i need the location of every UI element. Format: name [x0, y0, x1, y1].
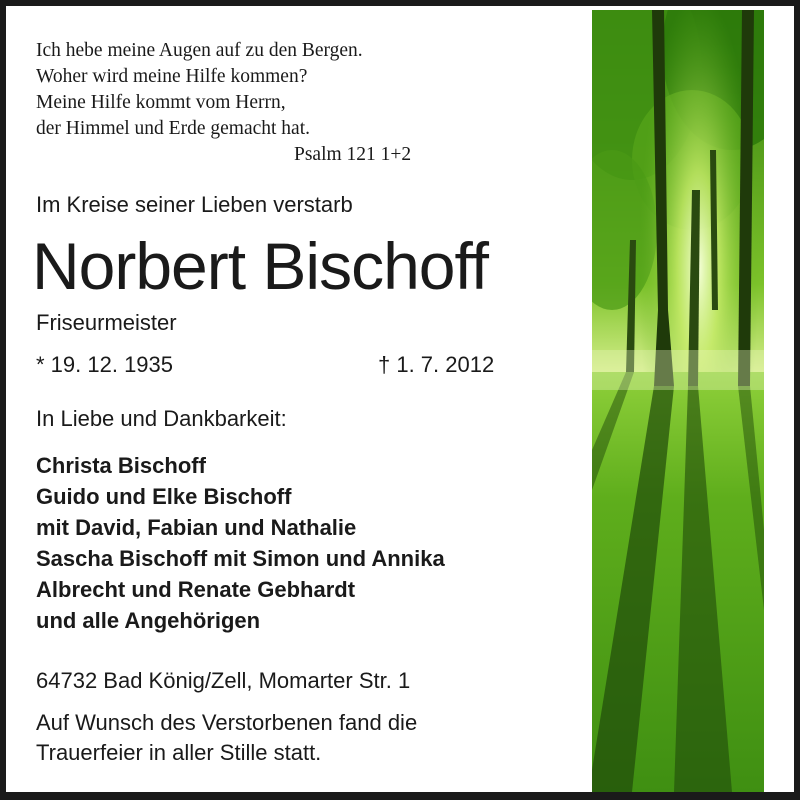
- birth-date: * 19. 12. 1935: [36, 352, 174, 377]
- profession: Friseurmeister: [36, 310, 177, 335]
- thanks-heading: In Liebe und Dankbarkeit:: [36, 406, 287, 431]
- mourners-list: [36, 450, 445, 636]
- mourner-line: und alle Angehörigen: [36, 608, 261, 633]
- mourner-line: Christa Bischoff: [36, 453, 206, 478]
- obituary-card: [6, 6, 794, 792]
- note-line: Auf Wunsch des Verstorbenen fand die: [36, 710, 418, 735]
- funeral-note: [36, 708, 417, 768]
- mourner-line: Sascha Bischoff mit Simon und Annika: [36, 546, 445, 571]
- verse-line: Woher wird meine Hilfe kommen?: [36, 66, 308, 87]
- verse-line: Meine Hilfe kommt vom Herrn,: [36, 92, 286, 113]
- death-date: † 1. 7. 2012: [378, 352, 495, 377]
- mourner-line: mit David, Fabian und Nathalie: [36, 515, 357, 540]
- psalm-verse: [36, 38, 363, 142]
- psalm-reference: Psalm 121 1+2: [294, 144, 412, 165]
- note-line: Trauerfeier in aller Stille statt.: [36, 740, 322, 765]
- verse-line: Ich hebe meine Augen auf zu den Bergen.: [36, 40, 363, 61]
- mourner-line: Guido und Elke Bischoff: [36, 484, 292, 509]
- intro-text: Im Kreise seiner Lieben verstarb: [36, 192, 353, 217]
- forest-photo-image: [592, 10, 764, 792]
- forest-photo: [592, 10, 764, 792]
- mourner-line: Albrecht und Renate Gebhardt: [36, 577, 356, 602]
- deceased-name: Norbert Bischoff: [32, 229, 488, 303]
- verse-line: der Himmel und Erde gemacht hat.: [36, 118, 310, 139]
- address: 64732 Bad König/Zell, Momarter Str. 1: [36, 668, 411, 693]
